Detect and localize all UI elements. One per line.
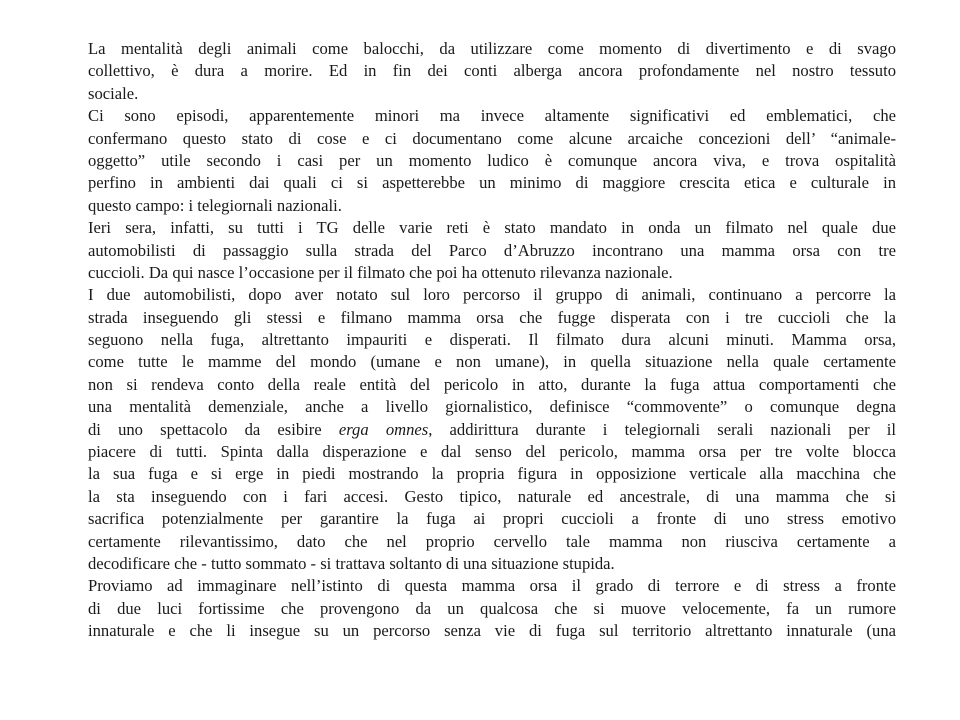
text-line: strada inseguendo gli stessi e filmano mamma orsa che fugge disperata con i tre cuccioli che la [88,307,896,327]
text-line: oggetto” utile secondo i casi per un momento ludico è comunque ancora viva, e trova ospitalità [88,150,896,170]
text-line: perfino in ambienti dai quali ci si aspetterebbe un minimo di maggiore crescita etica e culturale in [88,173,896,193]
paragraph-2 [88,105,896,217]
text-line: Proviamo ad immaginare nell’istinto di questa mamma orsa il grado di terrore e di stress a fronte [88,576,896,596]
text-line: Ci sono episodi, apparentemente minori ma invece altamente significativi ed emblematici, che [88,106,896,126]
italic-phrase: erga omnes [338,419,429,439]
paragraph-1 [88,38,896,105]
text-line: innaturale e che li insegue su un percorso senza vie di fuga sul territorio altrettanto innaturale (una [88,621,896,641]
text-line: questo campo: i telegiornali nazionali. [88,195,342,215]
text-line: collettivo, è dura a morire. Ed in fin dei conti alberga ancora profondamente nel nostro tessuto [88,61,896,81]
text-line: seguono nella fuga, altrettanto impauriti e disperati. Il filmato dura alcuni minuti. Mamma orsa, [88,330,896,350]
text-line: La mentalità degli animali come balocchi, da utilizzare come momento di divertimento e di svago [88,39,896,58]
text-line: certamente rilevantissimo, dato che nel proprio cervello tale mamma non riusciva certamente a [88,531,896,551]
text-line: la sua fuga e si erge in piedi mostrando la propria figura in opposizione verticale alla macchina che [88,464,896,484]
paragraph-4 [88,284,896,575]
text-line: cuccioli. Da qui nasce l’occasione per il filmato che poi ha ottenuto rilevanza nazionale. [88,262,673,282]
text-line: piacere di tutti. Spinta dalla disperazione e dal senso del pericolo, mamma orsa per tre volte blocca [88,442,896,462]
text-line: Ieri sera, infatti, su tutti i TG delle varie reti è stato mandato in onda un filmato nel quale due [88,218,896,238]
paragraph-5 [88,575,896,642]
text-line: non si rendeva conto della reale entità del pericolo in atto, durante la fuga attua comportamenti che [88,374,896,394]
paragraph-3 [88,217,896,284]
text-line: automobilisti di passaggio sulla strada del Parco d’Abruzzo incontrano una mamma orsa con tre [88,240,896,260]
text-line: come tutte le mamme del mondo (umane e non umane), in quella situazione nella quale certamente [88,352,896,372]
text-line: confermano questo stato di cose e ci documentano come alcune arcaiche concezioni dell’ “animale- [88,128,896,148]
document-page [88,38,896,643]
text-line: la sta inseguendo con i fari accesi. Gesto tipico, naturale ed ancestrale, di una mamma che si [88,486,896,506]
text-line: I due automobilisti, dopo aver notato sul loro percorso il gruppo di animali, continuano a percorre la [88,285,896,305]
text-line: di due luci fortissime che provengono da un qualcosa che si muove velocemente, fa un rumore [88,598,896,618]
text-line: sociale. [88,83,139,103]
text-line: una mentalità demenziale, anche a livello giornalistico, definisce “commovente” o comunque degna [88,397,896,417]
text-line: di uno spettacolo da esibire erga omnes, addirittura durante i telegiornali serali nazionali per il [88,419,896,439]
text-line: decodificare che - tutto sommato - si trattava soltanto di una situazione stupida. [88,553,615,573]
text-line: sacrifica potenzialmente per garantire la fuga ai propri cuccioli a fronte di uno stress emotivo [88,509,896,529]
